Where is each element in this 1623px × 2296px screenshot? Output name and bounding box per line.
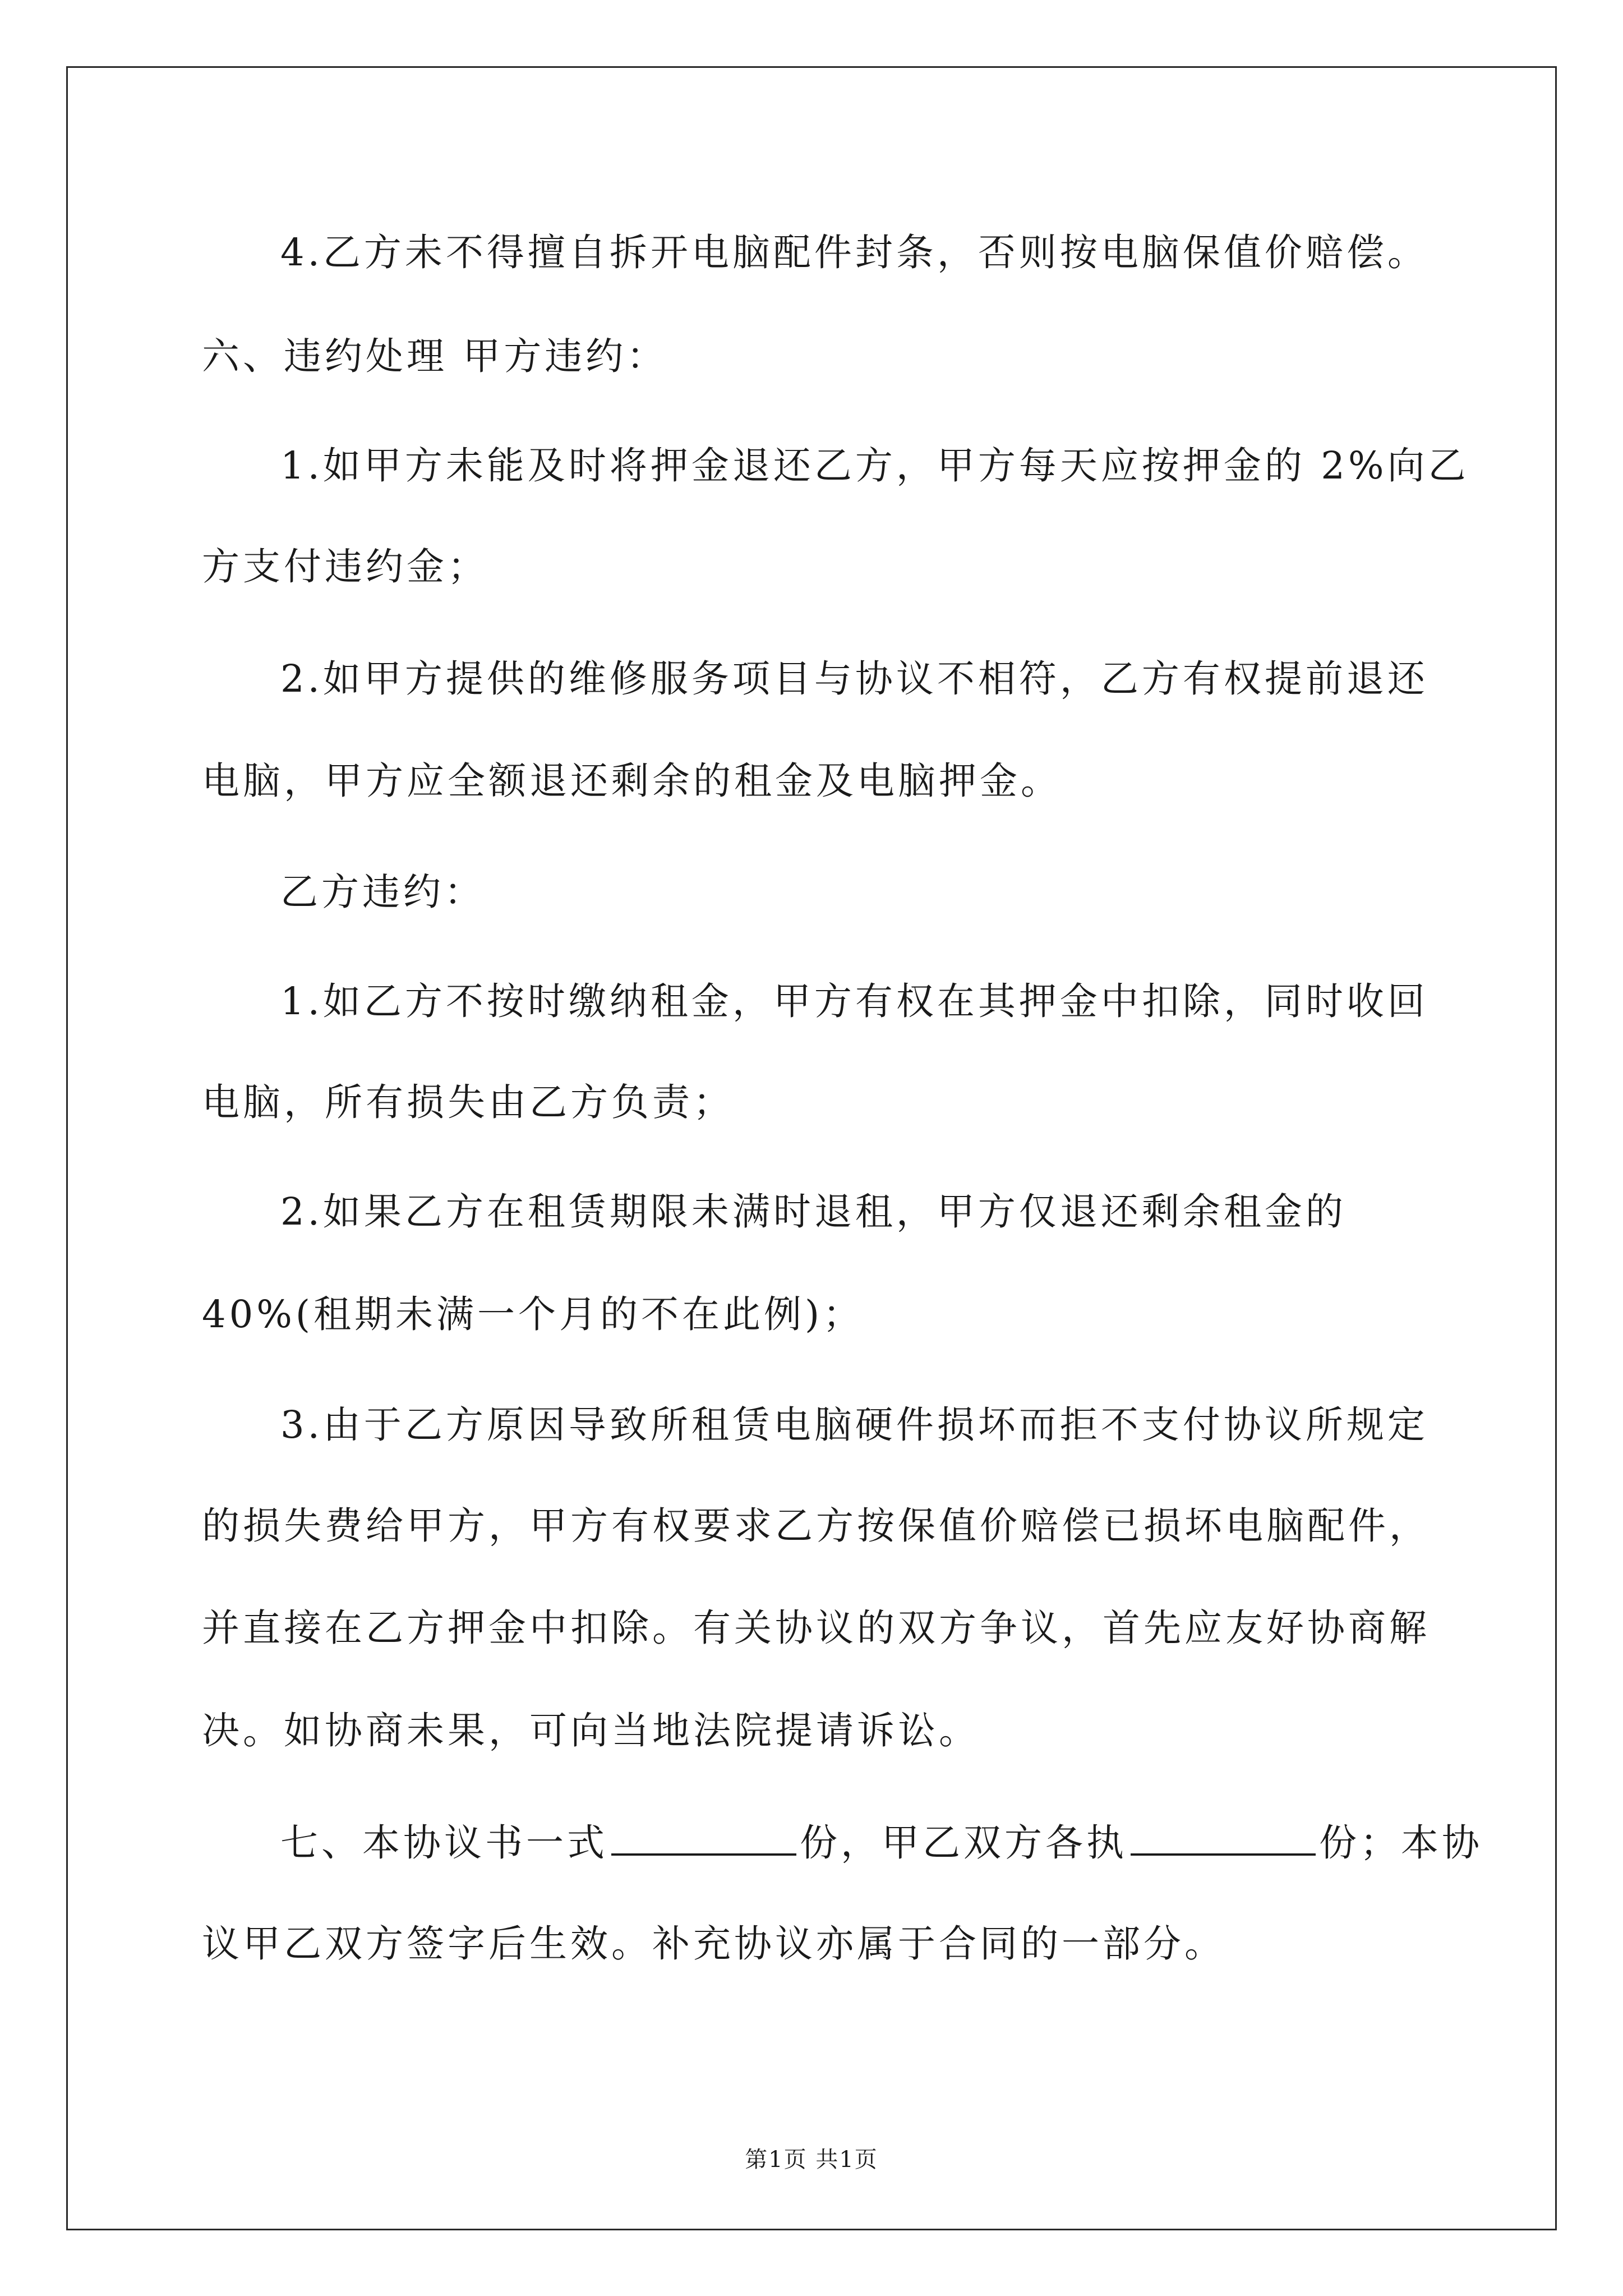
clause-seven-text-2: 份，甲乙双方各执 bbox=[800, 1821, 1127, 1865]
paragraph-line: 决。如协商未果，可向当地法院提请诉讼。 bbox=[202, 1709, 980, 1752]
page-border bbox=[66, 66, 1557, 2230]
paragraph-line: 3.由于乙方原因导致所租赁电脑硬件损坏而拒不支付协议所规定 bbox=[280, 1403, 1428, 1447]
paragraph-line: 并直接在乙方押金中扣除。有关协议的双方争议，首先应友好协商解 bbox=[202, 1606, 1430, 1650]
paragraph-line: 1.如甲方未能及时将押金退还乙方，甲方每天应按押金的 2%向乙 bbox=[280, 444, 1469, 487]
paragraph-line: 2.如甲方提供的维修服务项目与协议不相符，乙方有权提前退还 bbox=[280, 657, 1428, 701]
paragraph-line: 电脑，甲方应全额退还剩余的租金及电脑押金。 bbox=[202, 759, 1062, 803]
paragraph-line: 议甲乙双方签字后生效。补充协议亦属于合同的一部分。 bbox=[202, 1922, 1225, 1966]
paragraph-line: 的损失费给甲方，甲方有权要求乙方按保值价赔偿已损坏电脑配件， bbox=[202, 1504, 1430, 1548]
paragraph-line: 1.如乙方不按时缴纳租金，甲方有权在其押金中扣除，同时收回 bbox=[280, 979, 1428, 1023]
subsection-heading: 乙方违约： bbox=[280, 870, 485, 914]
paragraph-line: 方支付违约金； bbox=[202, 545, 488, 588]
page-number-footer: 第1页 共1页 bbox=[745, 2147, 878, 2173]
paragraph-line: 40%(租期未满一个月的不在此例)； bbox=[202, 1292, 864, 1336]
paragraph-line: 4.乙方未不得擅自拆开电脑配件封条，否则按电脑保值价赔偿。 bbox=[280, 231, 1428, 274]
clause-seven-line bbox=[280, 1820, 1483, 1865]
paragraph-line: 2.如果乙方在租赁期限未满时退租，甲方仅退还剩余租金的 bbox=[280, 1190, 1347, 1234]
clause-seven-text-3: 份；本协 bbox=[1319, 1821, 1483, 1865]
copies-total-blank[interactable] bbox=[611, 1822, 796, 1856]
section-heading: 六、违约处理 甲方违约： bbox=[202, 334, 668, 378]
clause-seven-text-1: 七、本协议书一式 bbox=[280, 1821, 608, 1865]
copies-each-blank[interactable] bbox=[1131, 1822, 1316, 1856]
paragraph-line: 电脑，所有损失由乙方负责； bbox=[202, 1080, 734, 1124]
